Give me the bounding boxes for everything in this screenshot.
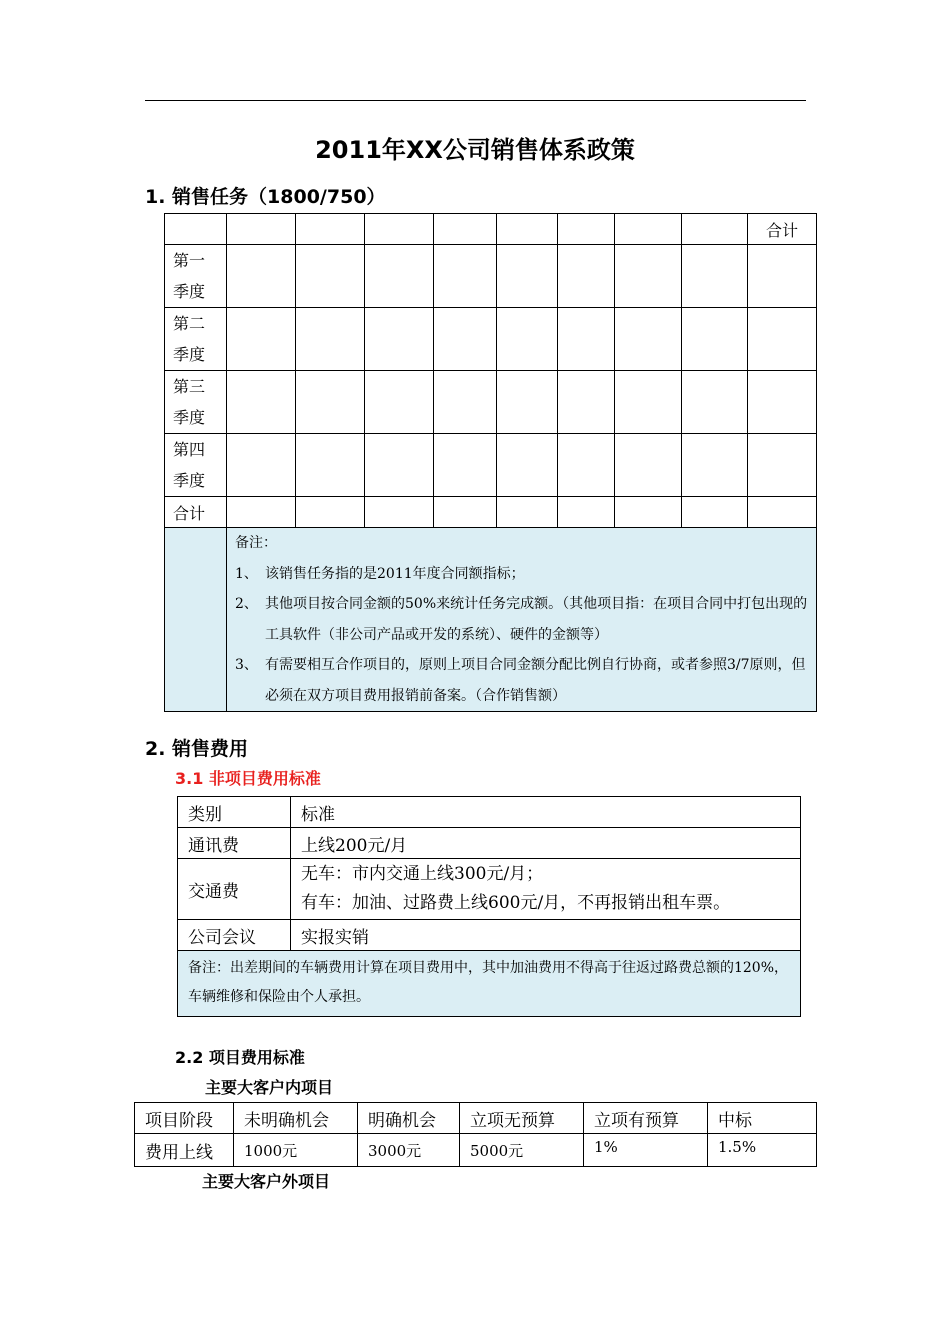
sales-task-table xyxy=(164,213,817,712)
note-item: 2、 其他项目按合同金额的50%来统计任务完成额。（其他项目指：在项目合同中打包出现的工具软件（非公司产品或开发的系统）、硬件的金额等） xyxy=(235,596,808,643)
note-item: 3、 有需要相互合作项目的，原则上项目合同金额分配比例自行协商，或者参照3/7原则，但必须在双方项目费用报销前备案。（合作销售额） xyxy=(235,657,806,704)
header-total-cell: 合计 xyxy=(748,214,817,245)
table-row xyxy=(165,434,817,497)
quarter-label-cell: 第四 季度 xyxy=(165,434,227,497)
notes-row xyxy=(178,951,801,1017)
note-item: 1、 该销售任务指的是2011年度合同额指标； xyxy=(235,565,525,582)
notes-cell: 备注：出差期间的车辆费用计算在项目费用中，其中加油费用不得高于往返过路费总额的120%，车辆维修和保险由个人承担。 xyxy=(178,951,801,1017)
non-project-expense-table xyxy=(177,796,801,1017)
outer-project-label: 主要大客户外项目 xyxy=(202,1172,331,1191)
total-label-cell: 合计 xyxy=(165,497,227,528)
project-expense-table xyxy=(134,1102,817,1167)
table-row xyxy=(165,308,817,371)
table-header-row: 项目阶段 未明确机会 明确机会 立项无预算 立项有预算 中标 xyxy=(135,1103,817,1134)
subsection-3-1-heading: 3.1 非项目费用标准 xyxy=(175,769,321,788)
quarter-label-cell: 第二 季度 xyxy=(165,308,227,371)
table-row: 交通费 无车：市内交通上线300元/月； 有车：加油、过路费上线600元/月，不再报销出租车票。 xyxy=(178,859,801,920)
table-header-row: 类别 标准 xyxy=(178,797,801,828)
table-row: 费用上线 1000元 3000元 5000元 1% 1.5% xyxy=(135,1134,817,1167)
subsection-2-2-heading: 2.2 项目费用标准 xyxy=(175,1048,305,1067)
table-row: 通讯费 上线200元/月 xyxy=(178,828,801,859)
notes-row xyxy=(165,528,817,712)
notes-cell xyxy=(227,528,817,712)
section-1-heading: 1. 销售任务（1800/750） xyxy=(145,186,386,208)
table-row xyxy=(165,245,817,308)
section-2-heading: 2. 销售费用 xyxy=(145,738,249,760)
header-rule xyxy=(145,100,806,101)
table-header-row xyxy=(165,214,817,245)
quarter-label-cell: 第一 季度 xyxy=(165,245,227,308)
inner-project-label: 主要大客户内项目 xyxy=(205,1078,334,1097)
table-row xyxy=(165,371,817,434)
notes-label: 备注： xyxy=(235,535,277,551)
total-row xyxy=(165,497,817,528)
document-title: 2011年XX公司销售体系政策 xyxy=(315,136,635,164)
table-row: 公司会议 实报实销 xyxy=(178,920,801,951)
quarter-label-cell: 第三 季度 xyxy=(165,371,227,434)
